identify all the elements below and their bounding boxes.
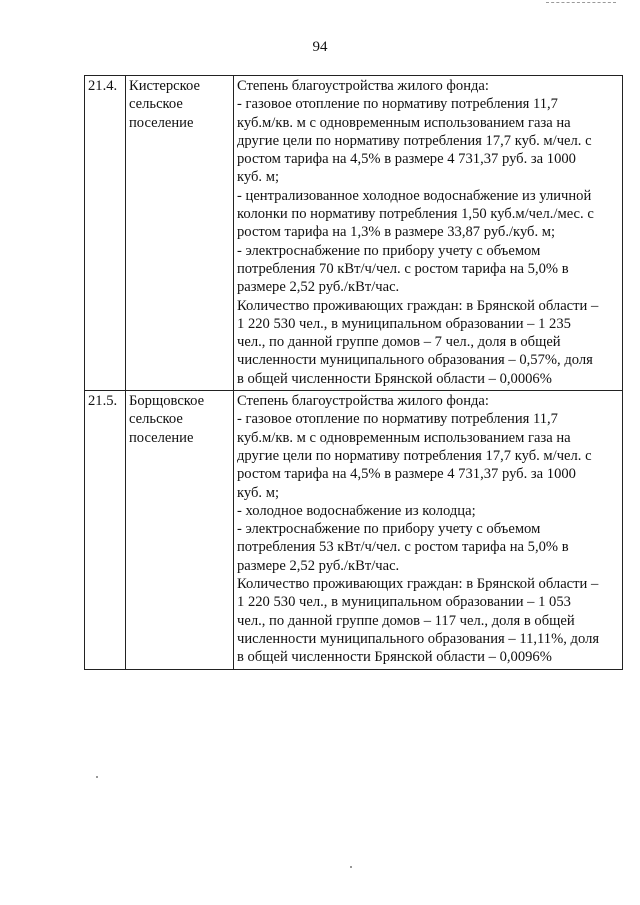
page-number: 94 xyxy=(312,39,328,55)
description-line: численности муниципального образования – 11,11%, доля xyxy=(237,630,600,647)
description-cell xyxy=(234,76,623,391)
row-number-cell xyxy=(85,76,126,391)
settlement-name-line: Борщовское xyxy=(129,393,205,410)
settlement-name-cell xyxy=(126,76,234,391)
description-line: куб.м/кв. м с одновременным использованием газа на xyxy=(237,429,571,446)
description-line: Степень благоустройства жилого фонда: xyxy=(237,393,489,410)
description-line: ростом тарифа на 1,3% в размере 33,87 руб./куб. м; xyxy=(237,224,556,241)
description-line: ростом тарифа на 4,5% в размере 4 731,37 руб. за 1000 xyxy=(237,151,576,168)
description-line: колонки по нормативу потребления 1,50 куб.м/чел./мес. с xyxy=(237,206,594,223)
description-line: потребления 70 кВт/ч/чел. с ростом тарифа на 5,0% в xyxy=(237,260,569,277)
description-line: куб.м/кв. м с одновременным использованием газа на xyxy=(237,114,571,131)
settlement-name-line: поселение xyxy=(129,429,194,446)
scan-speck xyxy=(96,776,98,778)
description-line: потребления 53 кВт/ч/чел. с ростом тарифа на 5,0% в xyxy=(237,539,569,556)
description-line: куб. м; xyxy=(237,484,279,501)
description-line: размере 2,52 руб./кВт/час. xyxy=(237,557,400,574)
scan-edge-mark xyxy=(546,2,616,6)
description-line: в общей численности Брянской области – 0,0006% xyxy=(237,370,552,387)
row-number: 21.4. xyxy=(88,78,118,94)
description-line: в общей численности Брянской области – 0,0096% xyxy=(237,649,552,666)
description-line: чел., по данной группе домов – 117 чел., доля в общей xyxy=(237,612,575,629)
description-line: - централизованное холодное водоснабжение из уличной xyxy=(237,187,592,204)
description-line: численности муниципального образования – 0,57%, доля xyxy=(237,352,593,369)
settlement-name-line: Кистерское xyxy=(129,78,200,94)
table-row xyxy=(85,391,623,669)
description-line: Количество проживающих граждан: в Брянской области – xyxy=(237,297,599,314)
description-line: - газовое отопление по нормативу потребления 11,7 xyxy=(237,96,558,113)
scan-speck xyxy=(350,866,352,868)
description-line: ростом тарифа на 4,5% в размере 4 731,37 руб. за 1000 xyxy=(237,466,576,483)
description-line: чел., по данной группе домов – 7 чел., доля в общей xyxy=(237,334,561,351)
description-line: - электроснабжение по прибору учету с объемом xyxy=(237,242,541,259)
settlements-table xyxy=(84,75,623,670)
row-number: 21.5. xyxy=(88,393,118,410)
description-line: 1 220 530 чел., в муниципальном образовании – 1 235 xyxy=(237,315,571,332)
row-number-cell xyxy=(85,391,126,669)
description-line: другие цели по нормативу потребления 17,7 куб. м/чел. с xyxy=(237,132,592,149)
settlement-name-line: сельское xyxy=(129,411,183,428)
description-line: - электроснабжение по прибору учету с объемом xyxy=(237,521,541,538)
description-line: Степень благоустройства жилого фонда: xyxy=(237,78,489,94)
description-line: Количество проживающих граждан: в Брянской области – xyxy=(237,576,599,593)
description-line: куб. м; xyxy=(237,169,279,186)
description-line: - холодное водоснабжение из колодца; xyxy=(237,502,476,519)
settlement-name-cell xyxy=(126,391,234,669)
settlement-name-line: сельское xyxy=(129,96,183,113)
description-line: - газовое отопление по нормативу потребления 11,7 xyxy=(237,411,558,428)
description-line: 1 220 530 чел., в муниципальном образовании – 1 053 xyxy=(237,594,571,611)
description-line: размере 2,52 руб./кВт/час. xyxy=(237,279,400,296)
settlement-name-line: поселение xyxy=(129,114,194,131)
description-line: другие цели по нормативу потребления 17,7 куб. м/чел. с xyxy=(237,447,592,464)
description-cell xyxy=(234,391,623,669)
table-row xyxy=(85,76,623,391)
